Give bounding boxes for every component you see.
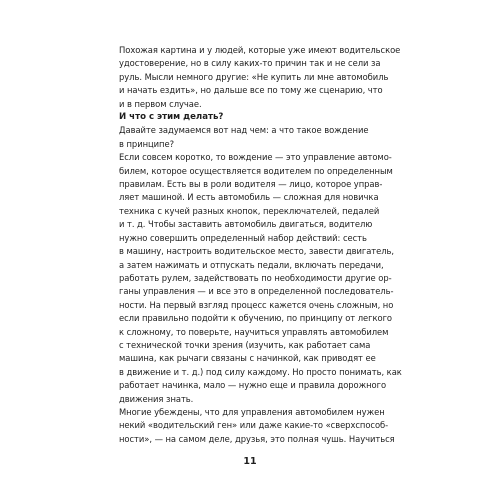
text-line: если правильно подойти к обучению, по принципу от легкого <box>119 313 393 324</box>
text-line: работать рулем, задействовать по необходимости другие ор- <box>119 272 392 283</box>
paragraph-driver-gene <box>119 406 395 446</box>
text-line: а затем нажимать и отпускать педали, включать передачи, <box>119 259 384 270</box>
text-line: техника с кучей разных кнопок, переключателей, педалей <box>119 205 380 216</box>
text-line: к сложному, то поверьте, научиться управлять автомобилем <box>119 326 389 337</box>
text-line: машина, как рычаги связаны с начинкой, как приводят ее <box>119 353 376 364</box>
text-line: в движение и т. д.) под силу каждому. Но просто понимать, как <box>119 366 402 377</box>
text-line: работает начинка, мало — нужно еще и правила дорожного <box>119 380 387 391</box>
text-line: нужно совершить определенный набор действий: сесть <box>119 232 367 243</box>
text-line: Давайте задумаемся вот над чем: а что такое вождение <box>119 125 369 136</box>
section-heading: И что с этим делать? <box>119 112 224 123</box>
text-line: и в первом случае. <box>119 98 202 109</box>
text-line: в машину, настроить водительское место, завести двигатель, <box>119 246 395 257</box>
text-line: и начать ездить», но дальше все по тому же сценарию, что <box>119 85 383 96</box>
text-line: ляет машиной. И есть автомобиль — сложная для новичка <box>119 192 379 203</box>
text-line: Многие убеждены, что для управления автомобилем нужен <box>119 406 385 417</box>
page-body <box>119 44 402 446</box>
text-line: движения знать. <box>119 393 194 404</box>
text-line: и т. д. Чтобы заставить автомобиль двигаться, водителю <box>119 219 373 230</box>
text-line: удостоверение, но в силу каких-то причин так и не сели за <box>119 58 381 69</box>
paragraph-question <box>119 124 387 151</box>
text-line: ганы управления — и все это в определенной последователь- <box>119 286 394 297</box>
text-line: некий «водительский ген» или даже какие-то «сверхспособ- <box>119 420 389 431</box>
paragraph-driving-definition <box>119 151 402 406</box>
page-number: 11 <box>243 456 257 467</box>
text-line: с технической точки зрения (изучить, как работает сама <box>119 339 371 350</box>
text-line: Похожая картина и у людей, которые уже имеют водительское <box>119 45 401 55</box>
text-line: руль. Мысли немного другие: «Не купить ли мне автомобиль <box>119 71 389 82</box>
text-line: билем, которое осуществляется водителем по определенным <box>119 165 393 176</box>
text-line: ности», — на самом деле, друзья, это полная чушь. Научиться <box>119 433 395 444</box>
text-line: правилам. Есть вы в роли водителя — лицо, которое управ- <box>119 179 383 190</box>
text-line: ности. На первый взгляд процесс кажется очень сложным, но <box>119 299 394 310</box>
paragraph-intro <box>119 44 401 111</box>
text-line: Если совсем коротко, то вождение — это управление автомо- <box>119 152 392 163</box>
text-line: в принципе? <box>119 138 174 149</box>
